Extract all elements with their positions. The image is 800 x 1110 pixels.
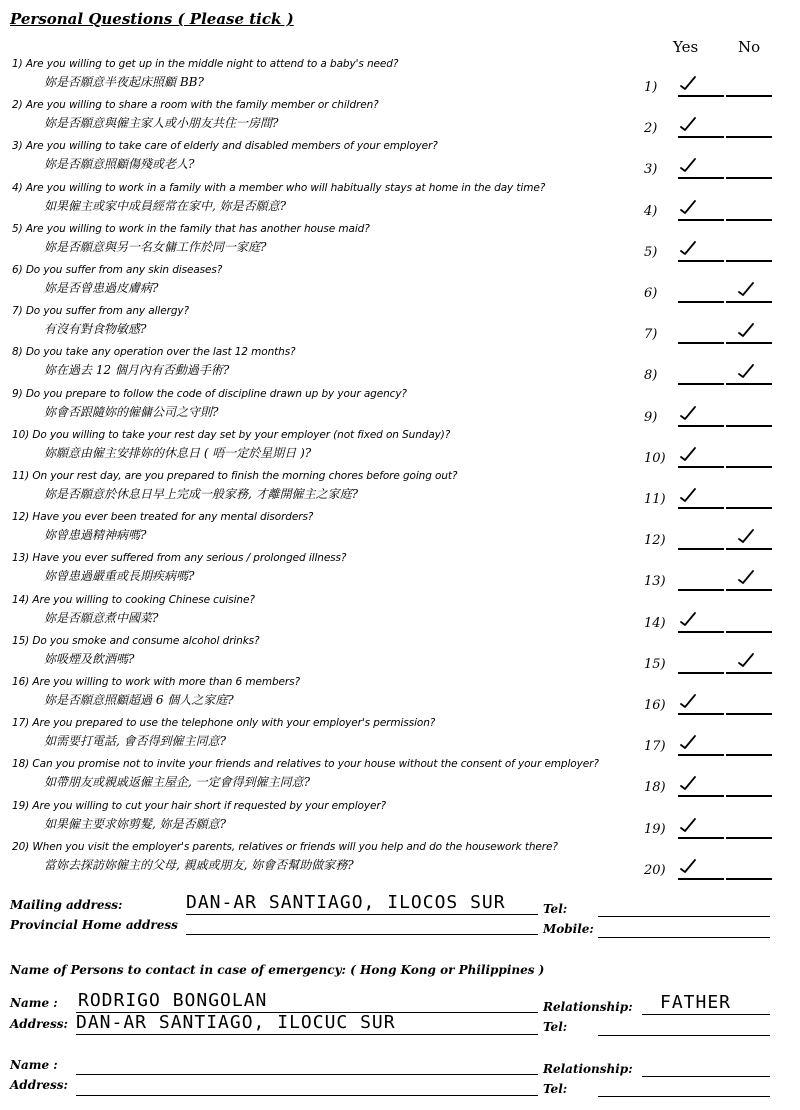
answer-row-20 [644,857,784,883]
checkmark-icon [736,321,756,343]
question-text-en: 7) Do you suffer from any allergy? [12,305,189,317]
answer-number: 10) [644,451,666,466]
checkmark-icon [678,445,698,467]
question-text-zh: 妳曾患過精神病嗎? [44,528,147,542]
question-text-zh: 妳在過去 12 個月內有否動過手術? [44,363,230,377]
yes-answer-line[interactable] [678,301,724,303]
answer-row-5 [644,239,784,265]
checkmark-icon [736,568,756,590]
answer-row-8 [644,362,784,388]
answer-row-12 [644,527,784,553]
answer-row-6 [644,280,784,306]
emergency2-tel-label: Tel: [543,1082,568,1096]
tel-line[interactable] [598,916,770,917]
answer-number: 5) [644,245,658,260]
emergency-heading: Name of Persons to contact in case of emergency: ( Hong Kong or Philippines ) [10,963,545,977]
question-text-en: 17) Are you prepared to use the telephone only with your employer's permission? [12,717,436,729]
answer-number: 3) [644,162,658,177]
question-18 [12,758,652,790]
emergency2-tel-line[interactable] [598,1096,770,1097]
emergency2-name-label: Name : [10,1058,58,1072]
question-text-en: 6) Do you suffer from any skin diseases? [12,264,223,276]
question-text-zh: 妳是否願意半夜起床照顧 BB? [44,75,204,89]
answer-number: 11) [644,492,666,507]
answer-number: 4) [644,204,658,219]
question-7 [12,305,652,337]
question-text-zh: 妳是否願意煮中國菜? [44,611,159,625]
question-text-zh: 如果僱主要求妳剪髮, 妳是否願意? [44,817,227,831]
no-answer-line[interactable] [726,136,772,138]
answer-row-9 [644,404,784,430]
answer-row-18 [644,774,784,800]
question-text-en: 20) When you visit the employer's parents, relatives or friends will you help and do the housework there? [12,841,558,853]
mobile-label: Mobile: [543,922,594,936]
emergency-address-value[interactable]: DAN-AR SANTIAGO, ILOCUC SUR [76,1012,396,1033]
mailing-address-label: Mailing address: [10,898,123,912]
emergency2-address-line [76,1095,538,1096]
question-text-en: 11) On your rest day, are you prepared to finish the morning chores before going out? [12,470,458,482]
checkmark-icon [678,857,698,879]
question-11 [12,470,652,502]
question-text-en: 14) Are you willing to cooking Chinese cuisine? [12,594,255,606]
question-text-zh: 如帶朋友或親戚返僱主屋企, 一定會得到僱主同意? [44,775,311,789]
question-text-en: 18) Can you promise not to invite your friends and relatives to your house without the consent of your employer? [12,758,599,770]
question-20 [12,841,652,873]
question-text-zh: 妳是否願意照顧傷殘或老人? [44,157,195,171]
question-text-zh: 妳是否曾患過皮膚病? [44,281,159,295]
answer-row-15 [644,651,784,677]
question-19 [12,800,652,832]
mailing-address-value[interactable]: DAN-AR SANTIAGO, ILOCOS SUR [186,892,506,913]
question-12 [12,511,652,543]
checkmark-icon [678,156,698,178]
question-text-zh: 妳是否願意照顧超過 6 個人之家庭? [44,693,234,707]
answer-number: 1) [644,80,658,95]
no-answer-line[interactable] [726,754,772,756]
yes-answer-line[interactable] [678,672,724,674]
column-header-no: No [738,38,761,56]
no-answer-line[interactable] [726,95,772,97]
relationship-label: Relationship: [543,1000,633,1014]
answer-row-10 [644,445,784,471]
answer-row-13 [644,568,784,594]
answer-row-14 [644,610,784,636]
question-text-zh: 妳吸煙及飲酒嗎? [44,652,135,666]
yes-answer-line[interactable] [678,589,724,591]
emergency2-name-line [76,1074,538,1075]
question-text-zh: 妳會否跟隨妳的僱傭公司之守則? [44,405,219,419]
question-text-en: 19) Are you willing to cut your hair short if requested by your employer? [12,800,387,812]
question-text-zh: 如果僱主或家中成員經常在家中, 妳是否願意? [44,199,287,213]
answer-row-1 [644,74,784,100]
question-text-en: 15) Do you smoke and consume alcohol drinks? [12,635,260,647]
no-answer-line[interactable] [726,466,772,468]
emergency-address-line [76,1034,538,1035]
checkmark-icon [678,774,698,796]
checkmark-icon [678,610,698,632]
answer-row-2 [644,115,784,141]
checkmark-icon [678,692,698,714]
question-text-en: 2) Are you willing to share a room with the family member or children? [12,99,379,111]
question-text-en: 1) Are you willing to get up in the middle night to attend to a baby's need? [12,58,399,70]
answer-row-3 [644,156,784,182]
question-4 [12,182,652,214]
checkmark-icon [736,280,756,302]
answer-number: 16) [644,698,666,713]
no-answer-line[interactable] [726,795,772,797]
question-text-zh: 妳是否願意與另一名女傭工作於同一家庭? [44,240,267,254]
question-8 [12,346,652,378]
question-10 [12,429,652,461]
no-answer-line[interactable] [726,425,772,427]
question-1 [12,58,652,90]
question-text-en: 9) Do you prepare to follow the code of discipline drawn up by your agency? [12,388,407,400]
answer-row-16 [644,692,784,718]
mailing-address-line [186,914,538,915]
question-15 [12,635,652,667]
answer-number: 6) [644,286,658,301]
checkmark-icon [678,733,698,755]
column-header-yes: Yes [673,38,699,56]
checkmark-icon [736,362,756,384]
question-text-zh: 妳是否願意於休息日早上完成一般家務, 才離開僱主之家庭? [44,487,359,501]
relationship2-label: Relationship: [543,1062,633,1076]
yes-answer-line[interactable] [678,548,724,550]
emergency-name-value[interactable]: RODRIGO BONGOLAN [78,990,268,1011]
question-2 [12,99,652,131]
relationship2-line [642,1076,770,1077]
question-6 [12,264,652,296]
emergency-name-label: Name : [10,996,58,1010]
question-3 [12,140,652,172]
answer-number: 8) [644,368,658,383]
question-text-en: 5) Are you willing to work in the family that has another house maid? [12,223,370,235]
answer-row-19 [644,816,784,842]
emergency-tel-line[interactable] [598,1035,770,1036]
answer-row-17 [644,733,784,759]
question-5 [12,223,652,255]
answer-number: 19) [644,822,666,837]
question-text-en: 10) Do you willing to take your rest day set by your employer (not fixed on Sunday)? [12,429,451,441]
question-text-zh: 妳曾患過嚴重或長期疾病嗎? [44,569,195,583]
yes-answer-line[interactable] [678,383,724,385]
answer-number: 2) [644,121,658,136]
question-13 [12,552,652,584]
no-answer-line[interactable] [726,631,772,633]
question-17 [12,717,652,749]
provincial-address-line[interactable] [186,934,538,935]
question-text-en: 8) Do you take any operation over the last 12 months? [12,346,296,358]
checkmark-icon [736,527,756,549]
answer-number: 17) [644,739,666,754]
question-text-zh: 妳是否願意與僱主家人或小朋友共住一房間? [44,116,279,130]
mobile-line[interactable] [598,937,770,938]
relationship-value[interactable]: FATHER [660,992,732,1013]
no-answer-line[interactable] [726,260,772,262]
checkmark-icon [678,198,698,220]
question-text-en: 4) Are you willing to work in a family with a member who will habitually stays at home in the day time? [12,182,546,194]
checkmark-icon [678,239,698,261]
checkmark-icon [678,486,698,508]
question-text-en: 16) Are you willing to work with more than 6 members? [12,676,300,688]
answer-number: 9) [644,410,658,425]
checkmark-icon [736,651,756,673]
question-text-zh: 有沒有對食物敏感? [44,322,147,336]
answer-number: 13) [644,574,666,589]
question-text-en: 13) Have you ever suffered from any serious / prolonged illness? [12,552,347,564]
form-title: Personal Questions ( Please tick ) [10,10,294,28]
question-16 [12,676,652,708]
no-answer-line[interactable] [726,177,772,179]
answer-number: 12) [644,533,666,548]
no-answer-line[interactable] [726,507,772,509]
checkmark-icon [678,74,698,96]
answer-row-7 [644,321,784,347]
no-answer-line[interactable] [726,837,772,839]
checkmark-icon [678,404,698,426]
provincial-address-label: Provincial Home address [10,918,178,932]
emergency-address-label: Address: [10,1017,68,1031]
tel-label: Tel: [543,902,568,916]
answer-number: 18) [644,780,666,795]
answer-number: 15) [644,657,666,672]
answer-row-11 [644,486,784,512]
question-9 [12,388,652,420]
no-answer-line[interactable] [726,713,772,715]
no-answer-line[interactable] [726,878,772,880]
question-text-zh: 當妳去探訪妳僱主的父母, 親戚或朋友, 妳會否幫助做家務? [44,858,354,872]
no-answer-line[interactable] [726,219,772,221]
checkmark-icon [678,816,698,838]
emergency2-address-label: Address: [10,1078,68,1092]
relationship-line [642,1014,770,1015]
question-text-zh: 如需要打電話, 會否得到僱主同意? [44,734,227,748]
question-14 [12,594,652,626]
answer-row-4 [644,198,784,224]
yes-answer-line[interactable] [678,342,724,344]
question-text-zh: 妳願意由僱主安排妳的休息日 ( 唔一定於星期日 )? [44,446,312,460]
question-text-en: 3) Are you willing to take care of elderly and disabled members of your employer? [12,140,438,152]
answer-number: 20) [644,863,666,878]
answer-number: 7) [644,327,658,342]
checkmark-icon [678,115,698,137]
question-text-en: 12) Have you ever been treated for any mental disorders? [12,511,314,523]
emergency-tel-label: Tel: [543,1020,568,1034]
answer-number: 14) [644,616,666,631]
